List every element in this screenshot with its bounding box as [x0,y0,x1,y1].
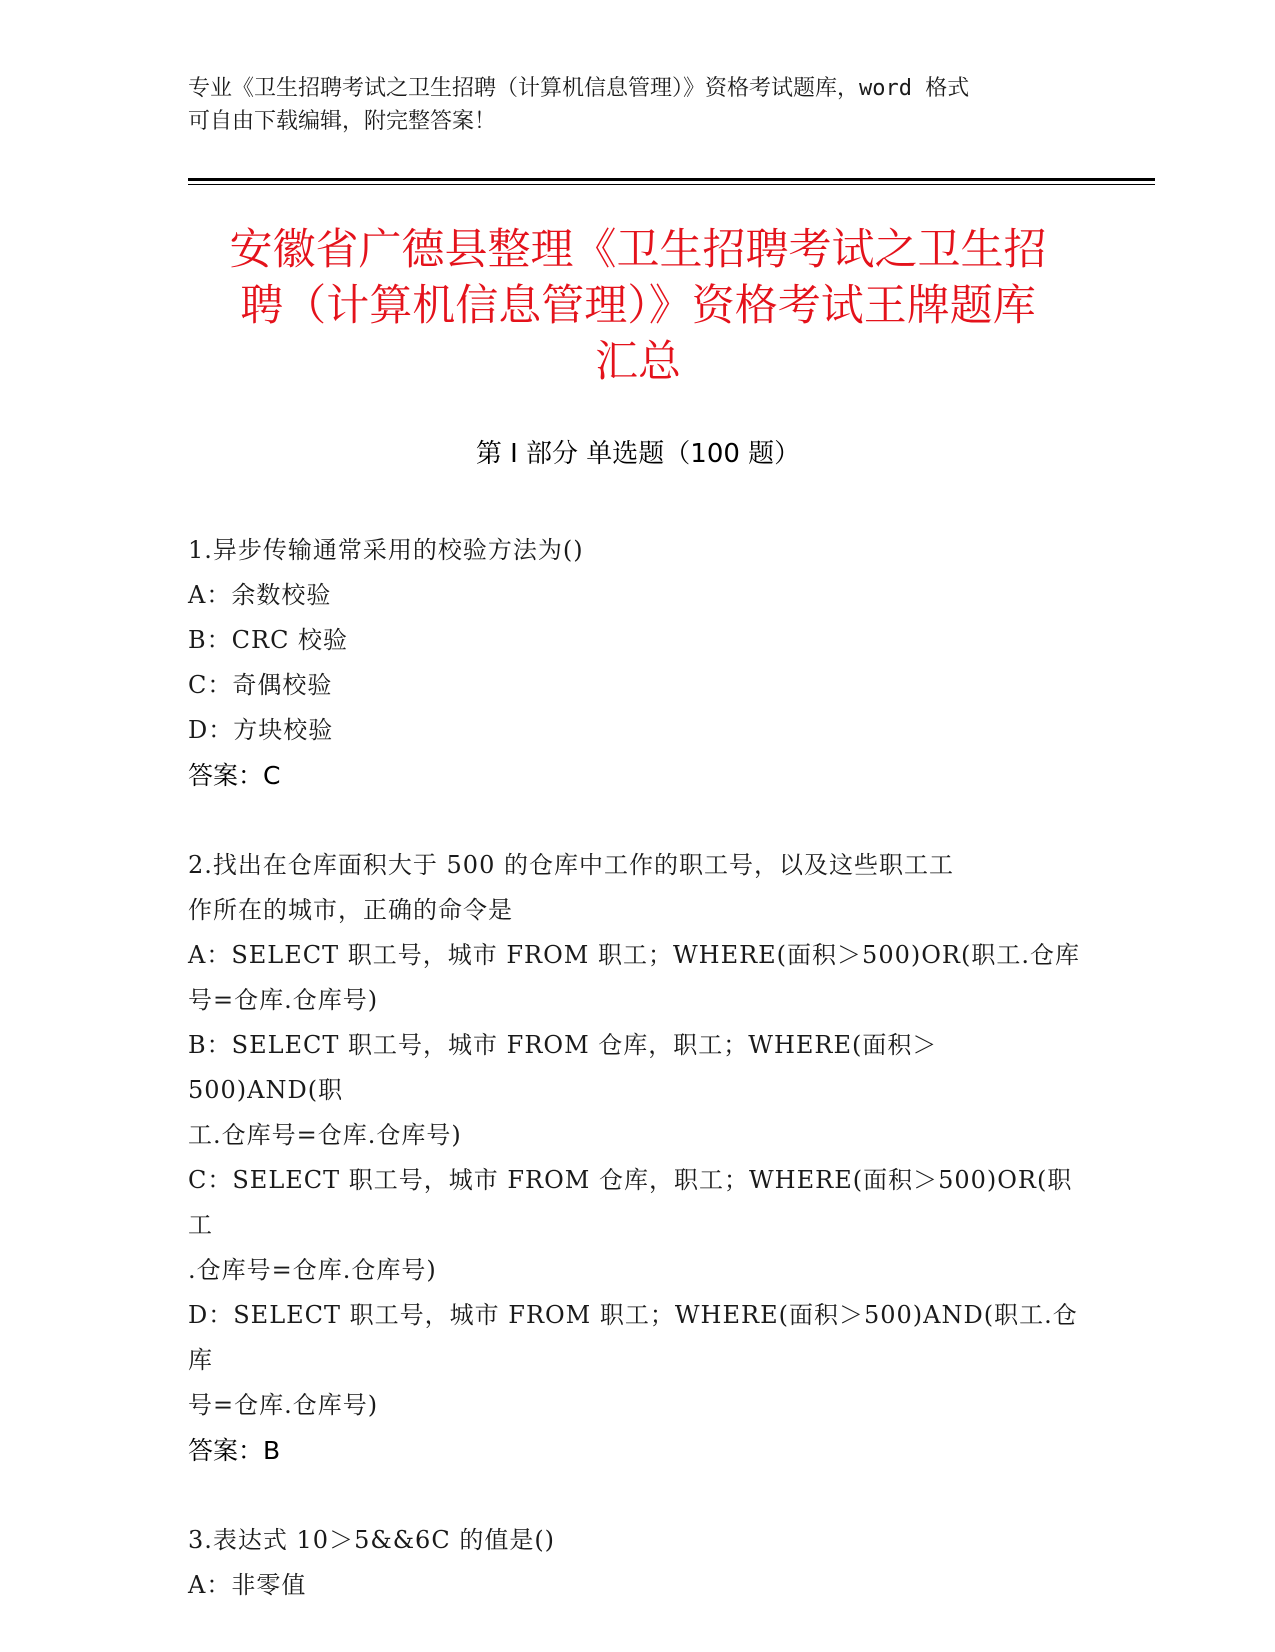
option-a-line-1: A：SELECT 职工号，城市 FROM 职工；WHERE(面积＞500)OR(职工.仓库 [188,941,1080,969]
option-b: B：CRC 校验 [188,626,349,654]
intro-text [188,72,1088,138]
option-b-line-2: 工.仓库号=仓库.仓库号) [188,1121,462,1149]
answer: 答案：C [188,761,281,790]
option-d-line-1: D：SELECT 职工号，城市 FROM 职工；WHERE(面积＞500)AND(职工.仓库 [188,1301,1078,1374]
question-3 [188,1518,1088,1608]
option-a: A：余数校验 [188,581,332,609]
header-divider-thick [188,178,1155,181]
option-d: D：方块校验 [188,716,334,744]
answer: 答案：B [188,1436,281,1465]
question-stem: 3.表达式 10＞5&&6C 的值是() [188,1526,556,1554]
section-heading: 第 I 部分 单选题（100 题） [475,439,801,469]
document-title [188,222,1088,390]
intro-line-2: 可自由下载编辑，附完整答案！ [188,109,497,134]
question-2 [188,843,1088,1474]
header-divider-thin [188,184,1155,185]
title-line-1: 安徽省广德县整理《卫生招聘考试之卫生招 [229,225,1047,275]
option-b-line-1: B：SELECT 职工号，城市 FROM 仓库，职工；WHERE(面积＞500)AND(职 [188,1031,938,1104]
option-c-line-1: C：SELECT 职工号，城市 FROM 仓库，职工；WHERE(面积＞500)OR(职工 [188,1166,1073,1239]
option-c-line-2: .仓库号=仓库.仓库号) [188,1256,437,1284]
question-stem: 1.异步传输通常采用的校验方法为() [188,536,584,564]
option-a-line-2: 号=仓库.仓库号) [188,986,379,1014]
option-d-line-2: 号=仓库.仓库号) [188,1391,379,1419]
title-line-2: 聘（计算机信息管理）》资格考试王牌题库 [240,281,1036,331]
question-list [188,528,1088,1652]
title-line-3: 汇总 [595,337,681,387]
option-a: A：非零值 [188,1571,307,1599]
intro-line-1: 专业《卫生招聘考试之卫生招聘（计算机信息管理）》资格考试题库，word 格式 [188,76,970,101]
question-1 [188,528,1088,799]
option-c: C：奇偶校验 [188,671,333,699]
question-stem-line-2: 作所在的城市，正确的命令是 [188,896,513,924]
question-stem-line-1: 2.找出在仓库面积大于 500 的仓库中工作的职工号，以及这些职工工 [188,851,954,879]
